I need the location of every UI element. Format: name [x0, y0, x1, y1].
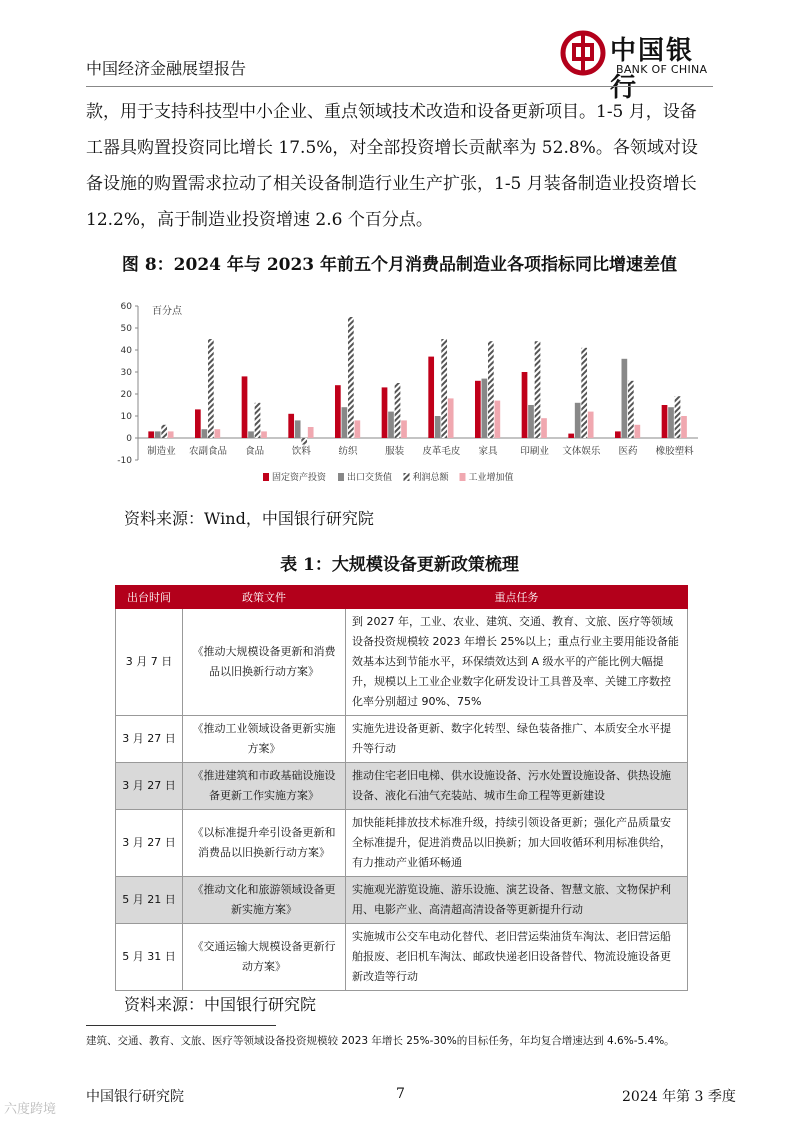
bar-固定资产投资 — [288, 414, 294, 438]
y-tick-label: -10 — [117, 456, 132, 466]
bar-利润总额 — [628, 381, 634, 438]
x-tick-label: 橡胶塑料 — [655, 446, 694, 457]
x-tick-label: 家具 — [478, 446, 498, 457]
bar-出口交货值 — [622, 359, 628, 438]
bar-利润总额 — [581, 348, 587, 438]
cell-doc: 《推进建筑和市政基础设施设备更新工作实施方案》 — [183, 763, 346, 810]
y-tick-label: 10 — [120, 412, 132, 422]
bar-工业增加值 — [495, 401, 501, 438]
cell-task: 实施先进设备更新、数字化转型、绿色装备推广、本质安全水平提升等行动 — [346, 716, 688, 763]
header-task: 重点任务 — [346, 586, 688, 609]
footnote-divider — [86, 1025, 276, 1026]
bar-出口交货值 — [575, 403, 581, 438]
bar-工业增加值 — [681, 416, 687, 438]
footer-period: 2024 年第 3 季度 — [622, 1089, 736, 1105]
bar-利润总额 — [348, 317, 354, 438]
cell-task: 推动住宅老旧电梯、供水设施设备、污水处置设施设备、供热设施设备、液化石油气充装站、城市生命工程等更新建设 — [346, 763, 688, 810]
bank-logo-icon — [560, 30, 606, 76]
bar-工业增加值 — [401, 420, 407, 438]
cell-date: 5 月 31 日 — [116, 924, 183, 991]
body-paragraph: 款，用于支持科技型中小企业、重点领域技术改造和设备更新项目。1-5 月，设备工器具购置投资同比增长 17.5%，对全部投资增长贡献率为 52.8%。各领域对设备设施的购置需求拉动了相关设备制造行业生产扩张，1-5 月装备制造业投资增长 12.2%，高于制造业投资增速 2.6 个百分点。 — [86, 102, 698, 230]
bar-利润总额 — [255, 403, 261, 438]
cell-doc: 《交通运输大规模设备更新行动方案》 — [183, 924, 346, 991]
figure-source: 资料来源：Wind，中国银行研究院 — [124, 509, 374, 528]
policy-table — [115, 585, 688, 991]
bar-固定资产投资 — [475, 381, 481, 438]
footer-page-number: 7 — [396, 1086, 405, 1102]
bar-出口交货值 — [435, 416, 441, 438]
bar-工业增加值 — [215, 429, 221, 438]
cell-date: 3 月 27 日 — [116, 763, 183, 810]
cell-date: 3 月 27 日 — [116, 716, 183, 763]
y-tick-label: 40 — [120, 346, 132, 356]
bar-出口交货值 — [388, 412, 394, 438]
x-tick-label: 制造业 — [147, 446, 176, 457]
bar-固定资产投资 — [242, 376, 248, 438]
bar-利润总额 — [395, 383, 401, 438]
bar-工业增加值 — [261, 431, 267, 438]
cell-date: 3 月 7 日 — [116, 609, 183, 716]
bar-固定资产投资 — [522, 372, 528, 438]
cell-doc: 《推动大规模设备更新和消费品以旧换新行动方案》 — [183, 609, 346, 716]
legend-swatch — [263, 473, 269, 481]
x-tick-label: 食品 — [245, 446, 265, 457]
table-row — [116, 716, 688, 763]
bar-固定资产投资 — [382, 387, 388, 438]
bank-logo — [560, 30, 720, 103]
y-tick-label: 20 — [120, 390, 132, 400]
bar-固定资产投资 — [662, 405, 668, 438]
x-tick-label: 农副食品 — [188, 446, 228, 457]
bar-固定资产投资 — [148, 431, 154, 438]
legend-label: 固定资产投资 — [272, 473, 327, 483]
bar-利润总额 — [161, 425, 167, 438]
legend-swatch — [338, 473, 344, 481]
bar-出口交货值 — [202, 429, 208, 438]
cell-doc: 《推动工业领域设备更新实施方案》 — [183, 716, 346, 763]
cell-task: 实施城市公交车电动化替代、老旧营运柴油货车淘汰、老旧营运船舶报废、老旧机车淘汰、邮政快递老旧设备替代、物流设施设备更新改造等行动 — [346, 924, 688, 991]
x-tick-label: 皮革毛皮 — [422, 446, 461, 457]
logo-en: BANK OF CHINA — [616, 63, 708, 76]
bar-工业增加值 — [308, 427, 314, 438]
y-tick-label: 60 — [120, 302, 132, 312]
bar-利润总额 — [301, 438, 307, 445]
bar-利润总额 — [208, 339, 214, 438]
bar-固定资产投资 — [195, 409, 201, 438]
table-row — [116, 609, 688, 716]
x-tick-label: 饮料 — [291, 446, 311, 457]
bar-利润总额 — [535, 341, 541, 438]
bar-利润总额 — [488, 341, 494, 438]
legend-swatch — [460, 473, 466, 481]
footer-org: 中国银行研究院 — [86, 1089, 184, 1105]
bar-工业增加值 — [541, 418, 547, 438]
table-header-row — [116, 586, 688, 609]
watermark: 六度跨境 — [4, 1102, 57, 1117]
bar-固定资产投资 — [568, 434, 574, 438]
table-row — [116, 810, 688, 877]
bar-固定资产投资 — [335, 385, 341, 438]
bar-利润总额 — [441, 339, 447, 438]
x-tick-label: 文体娱乐 — [562, 446, 601, 457]
legend-label: 出口交货值 — [347, 473, 393, 483]
table-source: 资料来源：中国银行研究院 — [124, 995, 317, 1014]
x-tick-label: 纺织 — [338, 446, 358, 457]
header-date: 出台时间 — [116, 586, 183, 609]
table-row — [116, 763, 688, 810]
cell-doc: 《以标准提升牵引设备更新和消费品以旧换新行动方案》 — [183, 810, 346, 877]
bar-出口交货值 — [248, 431, 254, 438]
x-tick-label: 印刷业 — [520, 446, 549, 457]
bar-出口交货值 — [155, 431, 161, 438]
bar-出口交货值 — [482, 379, 488, 438]
bar-固定资产投资 — [615, 431, 621, 438]
legend-label: 利润总额 — [412, 473, 449, 483]
y-tick-label: 0 — [126, 434, 132, 444]
x-tick-label: 医药 — [618, 446, 638, 457]
table-title: 表 1：大规模设备更新政策梳理 — [280, 555, 519, 575]
bar-出口交货值 — [528, 405, 534, 438]
bar-工业增加值 — [588, 412, 594, 438]
bar-出口交货值 — [668, 407, 674, 438]
table-row — [116, 877, 688, 924]
bar-利润总额 — [675, 396, 681, 438]
bar-出口交货值 — [342, 407, 348, 438]
cell-task: 实施观光游览设施、游乐设施、演艺设备、智慧文旅、文物保护利用、电影产业、高清超高清设备等更新提升行动 — [346, 877, 688, 924]
x-tick-label: 服装 — [385, 446, 405, 457]
y-tick-label: 50 — [120, 324, 132, 334]
bar-出口交货值 — [295, 420, 301, 438]
legend-swatch — [404, 473, 410, 481]
footnote: 建筑、交通、教育、文旅、医疗等领域设备投资规模较 2023 年增长 25%-30%的目标任务，年均复合增速达到 4.6%-5.4%。 — [86, 1035, 675, 1047]
bar-工业增加值 — [635, 425, 641, 438]
y-tick-label: 30 — [120, 368, 132, 378]
logo-cn: 中国银行 — [610, 36, 695, 103]
cell-doc: 《推动文化和旅游领域设备更新实施方案》 — [183, 877, 346, 924]
cell-task: 到 2027 年，工业、农业、建筑、交通、教育、文旅、医疗等领域设备投资规模较 2023 年增长 25%以上；重点行业主要用能设备能效基本达到节能水平，环保绩效达到 A 级水平的产能比例大幅提升，规模以上工业企业数字化研发设计工具普及率、关键工序数控化率分别超过 90%、75% — [346, 609, 688, 716]
table-row — [116, 924, 688, 991]
bar-固定资产投资 — [428, 357, 434, 438]
bar-工业增加值 — [355, 420, 361, 438]
cell-date: 5 月 21 日 — [116, 877, 183, 924]
header-doc: 政策文件 — [183, 586, 346, 609]
cell-date: 3 月 27 日 — [116, 810, 183, 877]
cell-task: 加快能耗排放技术标准升级，持续引领设备更新；强化产品质量安全标准提升，促进消费品以旧换新；加大回收循环利用标准供给，有力推动产业循环畅通 — [346, 810, 688, 877]
bar-工业增加值 — [448, 398, 454, 438]
legend-label: 工业增加值 — [468, 473, 514, 483]
y-axis-label: 百分点 — [152, 306, 182, 317]
bar-chart — [98, 292, 703, 492]
bar-工业增加值 — [168, 431, 174, 438]
figure-title: 图 8：2024 年与 2023 年前五个月消费品制造业各项指标同比增速差值 — [121, 255, 678, 275]
header-divider — [86, 86, 713, 87]
header-title: 中国经济金融展望报告 — [86, 59, 247, 78]
